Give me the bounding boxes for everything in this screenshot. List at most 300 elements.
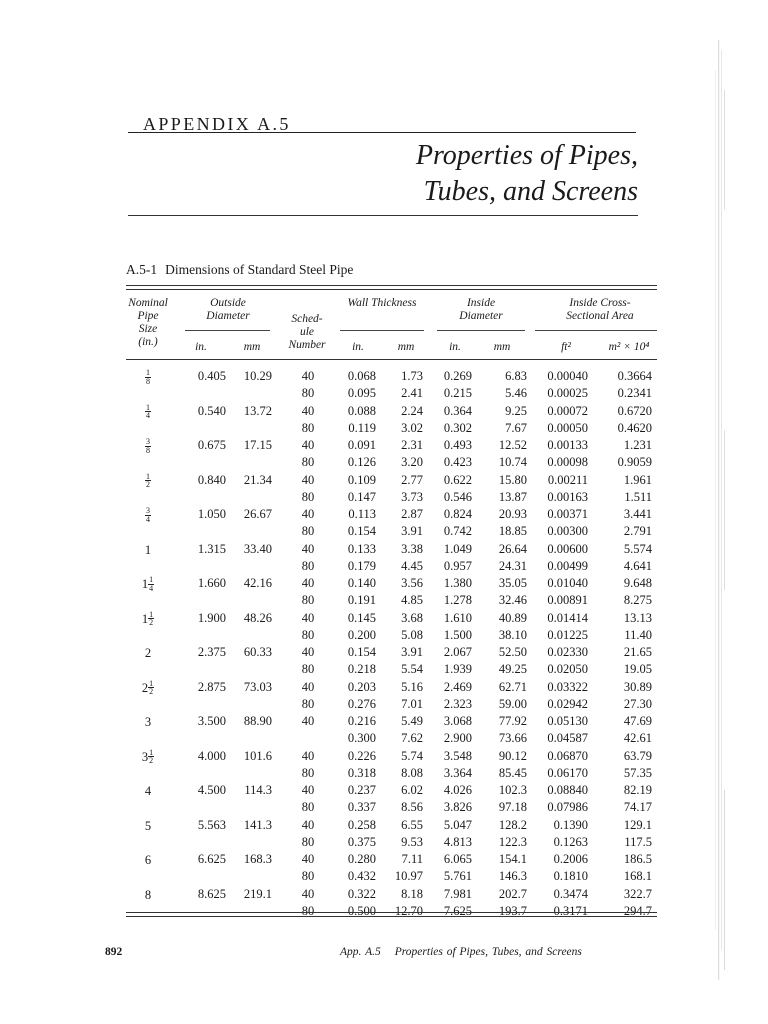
cell-wall-mm: 4.85 bbox=[401, 593, 423, 608]
nominal-size bbox=[126, 749, 170, 765]
cell-wall-mm: 2.24 bbox=[401, 403, 423, 418]
unit-od-mm: mm bbox=[243, 341, 261, 353]
cell-m2: 168.1 bbox=[623, 869, 652, 884]
cell-sched: 80 bbox=[301, 765, 315, 780]
fraction-denominator: 2 bbox=[149, 756, 154, 766]
cell-sched: 40 bbox=[301, 369, 315, 383]
header-nominal-line: (in.) bbox=[138, 336, 158, 348]
outside-diameter-mm: 73.03 bbox=[243, 679, 272, 694]
cell-id-in: 4.813 bbox=[443, 834, 472, 849]
cell-wall-in: 0.216 bbox=[347, 714, 376, 728]
nominal-size bbox=[126, 714, 170, 729]
unit-id-mm: mm bbox=[493, 341, 511, 353]
cell-id-mm: 6.83 bbox=[505, 369, 527, 383]
unit-m2: m² × 10⁴ bbox=[608, 341, 650, 353]
outside-diameter-mm: 48.26 bbox=[243, 610, 272, 625]
cell-id-in: 1.939 bbox=[443, 662, 472, 677]
cell-sched: 40 bbox=[301, 576, 315, 590]
cell-wall-mm: 9.53 bbox=[401, 834, 423, 849]
chapter-title-line2: Tubes, and Screens bbox=[423, 176, 638, 207]
nominal-size-whole: 1 bbox=[144, 542, 152, 557]
nominal-size-whole: 6 bbox=[144, 853, 152, 868]
outside-diameter-mm: 17.15 bbox=[243, 438, 272, 452]
cell-sched: 40 bbox=[301, 438, 315, 452]
title-rule bbox=[128, 215, 638, 216]
cell-sched: 80 bbox=[301, 593, 315, 608]
cell-m2: 2.791 bbox=[623, 524, 652, 539]
cell-wall-in: 0.088 bbox=[347, 403, 376, 418]
cell-m2: 294.7 bbox=[623, 903, 652, 918]
cell-sched: 80 bbox=[301, 627, 315, 642]
fraction-numerator: 1 bbox=[146, 471, 150, 481]
cell-ft2: 0.01040 bbox=[547, 576, 588, 590]
header-schedule-line: Number bbox=[288, 339, 326, 351]
cell-wall-mm: 3.20 bbox=[401, 455, 423, 470]
cell-id-mm: 97.18 bbox=[498, 800, 527, 815]
cell-wall-in: 0.237 bbox=[347, 783, 376, 797]
cell-wall-mm: 5.49 bbox=[401, 714, 423, 728]
cell-id-in: 4.026 bbox=[443, 783, 472, 797]
cell-id-mm: 59.00 bbox=[498, 696, 527, 711]
fraction-denominator: 4 bbox=[146, 514, 150, 524]
cell-wall-in: 0.432 bbox=[347, 869, 376, 884]
cell-wall-in: 0.258 bbox=[347, 817, 376, 832]
nominal-size bbox=[126, 783, 170, 798]
header-area-rule bbox=[535, 330, 657, 331]
cell-wall-mm: 2.31 bbox=[401, 438, 423, 452]
cell-ft2: 0.00211 bbox=[547, 472, 588, 487]
cell-m2: 47.69 bbox=[623, 714, 652, 728]
nominal-size bbox=[126, 369, 170, 385]
cell-sched: 40 bbox=[301, 679, 315, 694]
cell-m2: 63.79 bbox=[623, 748, 652, 763]
cell-id-in: 0.824 bbox=[443, 507, 472, 521]
cell-wall-in: 0.145 bbox=[347, 610, 376, 625]
cell-m2: 0.2341 bbox=[617, 386, 652, 401]
unit-od-in: in. bbox=[195, 341, 207, 353]
outside-diameter-in: 3.500 bbox=[197, 714, 226, 728]
cell-m2: 1.231 bbox=[623, 438, 652, 452]
appendix-label: APPENDIX A.5 bbox=[143, 114, 291, 134]
cell-wall-in: 0.203 bbox=[347, 679, 376, 694]
table-caption bbox=[126, 262, 353, 278]
outside-diameter-in: 1.660 bbox=[197, 576, 226, 590]
cell-ft2: 0.1263 bbox=[553, 834, 588, 849]
cell-m2: 74.17 bbox=[623, 800, 652, 815]
cell-m2: 8.275 bbox=[623, 593, 652, 608]
nominal-size bbox=[126, 404, 170, 420]
cell-m2: 5.574 bbox=[623, 541, 652, 556]
header-wall-thickness: Wall Thickness bbox=[347, 297, 417, 309]
cell-sched: 80 bbox=[301, 869, 315, 884]
cell-sched: 80 bbox=[301, 386, 315, 401]
cell-ft2: 0.00891 bbox=[547, 593, 588, 608]
cell-wall-in: 0.147 bbox=[347, 489, 376, 504]
cell-id-mm: 13.87 bbox=[498, 489, 527, 504]
cell-wall-mm: 4.45 bbox=[401, 558, 423, 573]
cell-ft2: 0.1810 bbox=[553, 869, 588, 884]
nominal-size bbox=[126, 473, 170, 489]
cell-sched: 40 bbox=[301, 610, 315, 625]
cell-wall-in: 0.091 bbox=[347, 438, 376, 452]
cell-id-in: 1.500 bbox=[443, 627, 472, 642]
cell-id-in: 0.215 bbox=[443, 386, 472, 401]
cell-wall-mm: 1.73 bbox=[401, 369, 423, 383]
outside-diameter-mm: 101.6 bbox=[243, 748, 272, 763]
cell-id-mm: 146.3 bbox=[498, 869, 527, 884]
scanned-page-edge bbox=[708, 30, 732, 990]
cell-wall-mm: 6.02 bbox=[401, 783, 423, 797]
unit-id-in: in. bbox=[449, 341, 461, 353]
cell-ft2: 0.00098 bbox=[547, 455, 588, 470]
fraction-numerator: 1 bbox=[149, 747, 154, 757]
cell-id-mm: 85.45 bbox=[498, 765, 527, 780]
nominal-size bbox=[126, 438, 170, 454]
outside-diameter-in: 0.675 bbox=[197, 438, 226, 452]
header-outside-diameter: Outside Diameter bbox=[206, 297, 250, 322]
cell-wall-mm: 7.01 bbox=[401, 696, 423, 711]
outside-diameter-in: 0.840 bbox=[197, 472, 226, 487]
cell-ft2: 0.00133 bbox=[547, 438, 588, 452]
cell-id-mm: 77.92 bbox=[498, 714, 527, 728]
nominal-size bbox=[126, 507, 170, 523]
nominal-size bbox=[126, 680, 170, 696]
cell-id-in: 7.625 bbox=[443, 903, 472, 918]
cell-sched: 40 bbox=[301, 783, 315, 797]
cell-wall-mm: 2.41 bbox=[401, 386, 423, 401]
cell-wall-in: 0.226 bbox=[347, 748, 376, 763]
fraction-numerator: 3 bbox=[146, 437, 150, 447]
cell-id-in: 3.364 bbox=[443, 765, 472, 780]
cell-wall-in: 0.322 bbox=[347, 886, 376, 901]
header-outside-rule bbox=[185, 330, 270, 331]
cell-ft2: 0.04587 bbox=[547, 731, 588, 746]
cell-wall-mm: 5.74 bbox=[401, 748, 423, 763]
header-inside-rule bbox=[437, 330, 525, 331]
table-bottom-rule bbox=[126, 912, 657, 913]
outside-diameter-mm: 13.72 bbox=[243, 403, 272, 418]
outside-diameter-mm: 168.3 bbox=[243, 852, 272, 866]
cell-id-mm: 26.64 bbox=[498, 541, 527, 556]
outside-diameter-in: 6.625 bbox=[197, 852, 226, 866]
cell-wall-mm: 8.18 bbox=[401, 886, 423, 901]
cell-wall-mm: 3.91 bbox=[401, 524, 423, 539]
fraction-numerator: 1 bbox=[146, 368, 150, 378]
cell-wall-in: 0.280 bbox=[347, 852, 376, 866]
cell-wall-in: 0.095 bbox=[347, 386, 376, 401]
cell-wall-in: 0.113 bbox=[348, 507, 376, 521]
cell-wall-in: 0.133 bbox=[347, 541, 376, 556]
header-nominal-size bbox=[118, 297, 178, 349]
nominal-size-fraction bbox=[145, 369, 151, 385]
nominal-size-whole: 2 bbox=[141, 680, 149, 695]
cell-id-mm: 38.10 bbox=[498, 627, 527, 642]
cell-id-mm: 32.46 bbox=[498, 593, 527, 608]
cell-wall-mm: 3.68 bbox=[401, 610, 423, 625]
outside-diameter-mm: 88.90 bbox=[243, 714, 272, 728]
fraction-numerator: 1 bbox=[149, 678, 154, 688]
cell-id-mm: 202.7 bbox=[498, 886, 527, 901]
outside-diameter-in: 1.900 bbox=[197, 610, 226, 625]
outside-diameter-in: 1.050 bbox=[197, 507, 226, 521]
nominal-size-whole: 2 bbox=[144, 646, 152, 661]
cell-wall-mm: 5.16 bbox=[401, 679, 423, 694]
outside-diameter-in: 8.625 bbox=[197, 886, 226, 901]
cell-ft2: 0.03322 bbox=[547, 679, 588, 694]
cell-id-in: 0.302 bbox=[443, 420, 472, 435]
cell-m2: 9.648 bbox=[623, 576, 652, 590]
header-nominal-line: Size bbox=[138, 323, 158, 335]
running-footer bbox=[340, 946, 582, 958]
cell-ft2: 0.08840 bbox=[547, 783, 588, 797]
cell-ft2: 0.00499 bbox=[547, 558, 588, 573]
cell-sched: 40 bbox=[301, 645, 315, 659]
nominal-size-fraction bbox=[148, 749, 154, 765]
cell-m2: 21.65 bbox=[623, 645, 652, 659]
cell-wall-mm: 3.56 bbox=[401, 576, 423, 590]
cell-id-in: 1.278 bbox=[443, 593, 472, 608]
cell-wall-mm: 7.62 bbox=[401, 731, 423, 746]
cell-id-in: 2.067 bbox=[443, 645, 472, 659]
cell-m2: 322.7 bbox=[623, 886, 652, 901]
cell-wall-in: 0.375 bbox=[347, 834, 376, 849]
fraction-denominator: 4 bbox=[146, 411, 150, 421]
cell-ft2: 0.05130 bbox=[547, 714, 588, 728]
cell-sched: 40 bbox=[301, 541, 315, 556]
nominal-size-whole: 8 bbox=[144, 887, 152, 902]
cell-ft2: 0.02330 bbox=[547, 645, 588, 659]
cell-m2: 30.89 bbox=[623, 679, 652, 694]
cell-ft2: 0.01414 bbox=[547, 610, 588, 625]
cell-id-mm: 193.7 bbox=[498, 903, 527, 918]
cell-id-in: 3.826 bbox=[443, 800, 472, 815]
fraction-denominator: 2 bbox=[146, 480, 150, 490]
cell-id-in: 5.047 bbox=[443, 817, 472, 832]
cell-id-mm: 15.80 bbox=[498, 472, 527, 487]
cell-wall-in: 0.068 bbox=[347, 369, 376, 383]
cell-wall-in: 0.109 bbox=[347, 472, 376, 487]
nominal-size-whole: 1 bbox=[141, 577, 149, 592]
cell-sched: 40 bbox=[301, 817, 315, 832]
cell-m2: 186.5 bbox=[623, 852, 652, 866]
unit-wall-mm: mm bbox=[397, 341, 415, 353]
cell-ft2: 0.06870 bbox=[547, 748, 588, 763]
cell-wall-mm: 3.02 bbox=[401, 420, 423, 435]
cell-id-mm: 5.46 bbox=[505, 386, 527, 401]
fraction-denominator: 8 bbox=[146, 376, 150, 386]
outside-diameter-mm: 10.29 bbox=[243, 369, 272, 383]
outside-diameter-in: 1.315 bbox=[197, 541, 226, 556]
nominal-size-fraction bbox=[145, 438, 151, 454]
outside-diameter-in: 4.500 bbox=[197, 783, 226, 797]
nominal-size-fraction bbox=[145, 507, 151, 523]
cell-id-in: 6.065 bbox=[443, 852, 472, 866]
cell-wall-mm: 8.56 bbox=[401, 800, 423, 815]
header-rule bbox=[128, 132, 636, 133]
nominal-size bbox=[126, 852, 170, 867]
cell-wall-in: 0.500 bbox=[347, 903, 376, 918]
header-bottom-rule bbox=[126, 359, 657, 360]
cell-id-in: 0.546 bbox=[443, 489, 472, 504]
table-title: Dimensions of Standard Steel Pipe bbox=[165, 262, 354, 277]
cell-m2: 1.511 bbox=[624, 489, 652, 504]
fraction-denominator: 2 bbox=[149, 687, 154, 697]
cell-ft2: 0.00371 bbox=[547, 507, 588, 521]
fraction-numerator: 1 bbox=[149, 575, 154, 585]
footer-title: Properties of Pipes, Tubes, and Screens bbox=[394, 946, 582, 958]
outside-diameter-mm: 33.40 bbox=[243, 541, 272, 556]
cell-m2: 1.961 bbox=[623, 472, 652, 487]
cell-id-in: 0.423 bbox=[443, 455, 472, 470]
cell-sched: 80 bbox=[301, 800, 315, 815]
nominal-size-fraction bbox=[148, 611, 154, 627]
unit-ft2: ft² bbox=[561, 341, 571, 353]
nominal-size-fraction bbox=[148, 576, 154, 592]
cell-wall-in: 0.126 bbox=[347, 455, 376, 470]
nominal-size-whole: 1 bbox=[141, 611, 149, 626]
cell-m2: 0.6720 bbox=[617, 403, 652, 418]
cell-sched: 40 bbox=[301, 748, 315, 763]
cell-wall-in: 0.140 bbox=[347, 576, 376, 590]
cell-wall-mm: 3.91 bbox=[401, 645, 423, 659]
table-bottom-rule-2 bbox=[126, 916, 657, 917]
header-nominal-line: Pipe bbox=[137, 310, 159, 322]
cell-m2: 4.641 bbox=[623, 558, 652, 573]
cell-ft2: 0.00163 bbox=[547, 489, 588, 504]
cell-id-in: 2.900 bbox=[443, 731, 472, 746]
cell-id-mm: 128.2 bbox=[498, 817, 527, 832]
cell-sched: 80 bbox=[301, 420, 315, 435]
cell-ft2: 0.2006 bbox=[553, 852, 588, 866]
cell-id-mm: 10.74 bbox=[498, 455, 527, 470]
cell-id-mm: 24.31 bbox=[498, 558, 527, 573]
fraction-denominator: 8 bbox=[146, 445, 150, 455]
cell-id-in: 0.364 bbox=[443, 403, 472, 418]
outside-diameter-mm: 141.3 bbox=[243, 817, 272, 832]
outside-diameter-mm: 60.33 bbox=[243, 645, 272, 659]
cell-wall-mm: 6.55 bbox=[401, 817, 423, 832]
cell-id-mm: 40.89 bbox=[498, 610, 527, 625]
cell-id-mm: 122.3 bbox=[498, 834, 527, 849]
cell-wall-mm: 7.11 bbox=[401, 852, 423, 866]
nominal-size-fraction bbox=[145, 473, 151, 489]
cell-sched: 40 bbox=[301, 714, 315, 728]
nominal-size-fraction bbox=[148, 680, 154, 696]
cell-ft2: 0.00050 bbox=[547, 420, 588, 435]
nominal-size bbox=[126, 576, 170, 592]
cell-m2: 57.35 bbox=[623, 765, 652, 780]
cell-m2: 0.4620 bbox=[617, 420, 652, 435]
cell-id-mm: 12.52 bbox=[498, 438, 527, 452]
fraction-denominator: 4 bbox=[149, 583, 154, 593]
cell-ft2: 0.1390 bbox=[553, 817, 588, 832]
cell-id-in: 5.761 bbox=[443, 869, 472, 884]
cell-wall-in: 0.218 bbox=[347, 662, 376, 677]
cell-sched: 80 bbox=[301, 834, 315, 849]
cell-ft2: 0.07986 bbox=[547, 800, 588, 815]
cell-wall-mm: 3.38 bbox=[401, 541, 423, 556]
cell-wall-in: 0.318 bbox=[347, 765, 376, 780]
cell-id-mm: 49.25 bbox=[498, 662, 527, 677]
nominal-size-whole: 4 bbox=[144, 784, 152, 799]
nominal-size bbox=[126, 542, 170, 557]
outside-diameter-mm: 219.1 bbox=[243, 886, 272, 901]
cell-sched: 80 bbox=[301, 696, 315, 711]
cell-m2: 129.1 bbox=[623, 817, 652, 832]
cell-m2: 27.30 bbox=[623, 696, 652, 711]
cell-wall-in: 0.154 bbox=[347, 645, 376, 659]
cell-ft2: 0.06170 bbox=[547, 765, 588, 780]
cell-id-in: 0.742 bbox=[443, 524, 472, 539]
fraction-numerator: 1 bbox=[146, 402, 150, 412]
chapter-title-line1: Properties of Pipes, bbox=[415, 140, 638, 171]
cell-sched: 40 bbox=[301, 852, 315, 866]
cell-wall-in: 0.200 bbox=[347, 627, 376, 642]
cell-id-in: 7.981 bbox=[443, 886, 472, 901]
cell-ft2: 0.01225 bbox=[547, 627, 588, 642]
cell-m2: 3.441 bbox=[623, 507, 652, 521]
cell-ft2: 0.3171 bbox=[553, 903, 588, 918]
cell-m2: 13.13 bbox=[623, 610, 652, 625]
cell-m2: 0.3664 bbox=[617, 369, 652, 383]
cell-ft2: 0.00072 bbox=[547, 403, 588, 418]
cell-id-in: 0.957 bbox=[443, 558, 472, 573]
cell-wall-in: 0.119 bbox=[348, 420, 376, 435]
cell-id-mm: 18.85 bbox=[498, 524, 527, 539]
cell-id-in: 1.049 bbox=[443, 541, 472, 556]
nominal-size bbox=[126, 887, 170, 902]
table-number: A.5-1 bbox=[126, 262, 158, 277]
cell-wall-in: 0.337 bbox=[347, 800, 376, 815]
cell-wall-mm: 2.87 bbox=[401, 507, 423, 521]
cell-id-mm: 90.12 bbox=[498, 748, 527, 763]
cell-id-in: 0.622 bbox=[443, 472, 472, 487]
cell-wall-in: 0.154 bbox=[347, 524, 376, 539]
nominal-size-fraction bbox=[145, 404, 151, 420]
cell-wall-mm: 3.73 bbox=[401, 489, 423, 504]
cell-sched: 40 bbox=[301, 886, 315, 901]
cell-wall-mm: 10.97 bbox=[394, 869, 423, 884]
header-nominal-line: Nominal bbox=[128, 297, 168, 309]
cell-id-mm: 73.66 bbox=[498, 731, 527, 746]
cell-id-in: 3.548 bbox=[443, 748, 472, 763]
nominal-size bbox=[126, 645, 170, 660]
cell-id-in: 1.610 bbox=[443, 610, 472, 625]
header-cross-sectional-area: Inside Cross-Sectional Area bbox=[566, 297, 634, 322]
cell-sched: 80 bbox=[301, 455, 315, 470]
page-number: 892 bbox=[105, 946, 123, 958]
cell-m2: 42.61 bbox=[623, 731, 652, 746]
cell-wall-in: 0.179 bbox=[347, 558, 376, 573]
fraction-numerator: 3 bbox=[146, 506, 150, 516]
cell-id-in: 2.323 bbox=[443, 696, 472, 711]
cell-wall-mm: 5.54 bbox=[401, 662, 423, 677]
cell-id-in: 0.269 bbox=[443, 369, 472, 383]
cell-id-mm: 102.3 bbox=[498, 783, 527, 797]
cell-m2: 117.5 bbox=[624, 834, 652, 849]
cell-sched: 40 bbox=[301, 472, 315, 487]
cell-wall-mm: 2.77 bbox=[401, 472, 423, 487]
nominal-size bbox=[126, 818, 170, 833]
footer-section: App. A.5 bbox=[340, 946, 381, 958]
cell-wall-mm: 5.08 bbox=[401, 627, 423, 642]
outside-diameter-mm: 114.3 bbox=[244, 783, 272, 797]
nominal-size-whole: 3 bbox=[144, 715, 152, 730]
cell-wall-in: 0.300 bbox=[347, 731, 376, 746]
cell-m2: 19.05 bbox=[623, 662, 652, 677]
cell-ft2: 0.02942 bbox=[547, 696, 588, 711]
cell-id-in: 0.493 bbox=[443, 438, 472, 452]
